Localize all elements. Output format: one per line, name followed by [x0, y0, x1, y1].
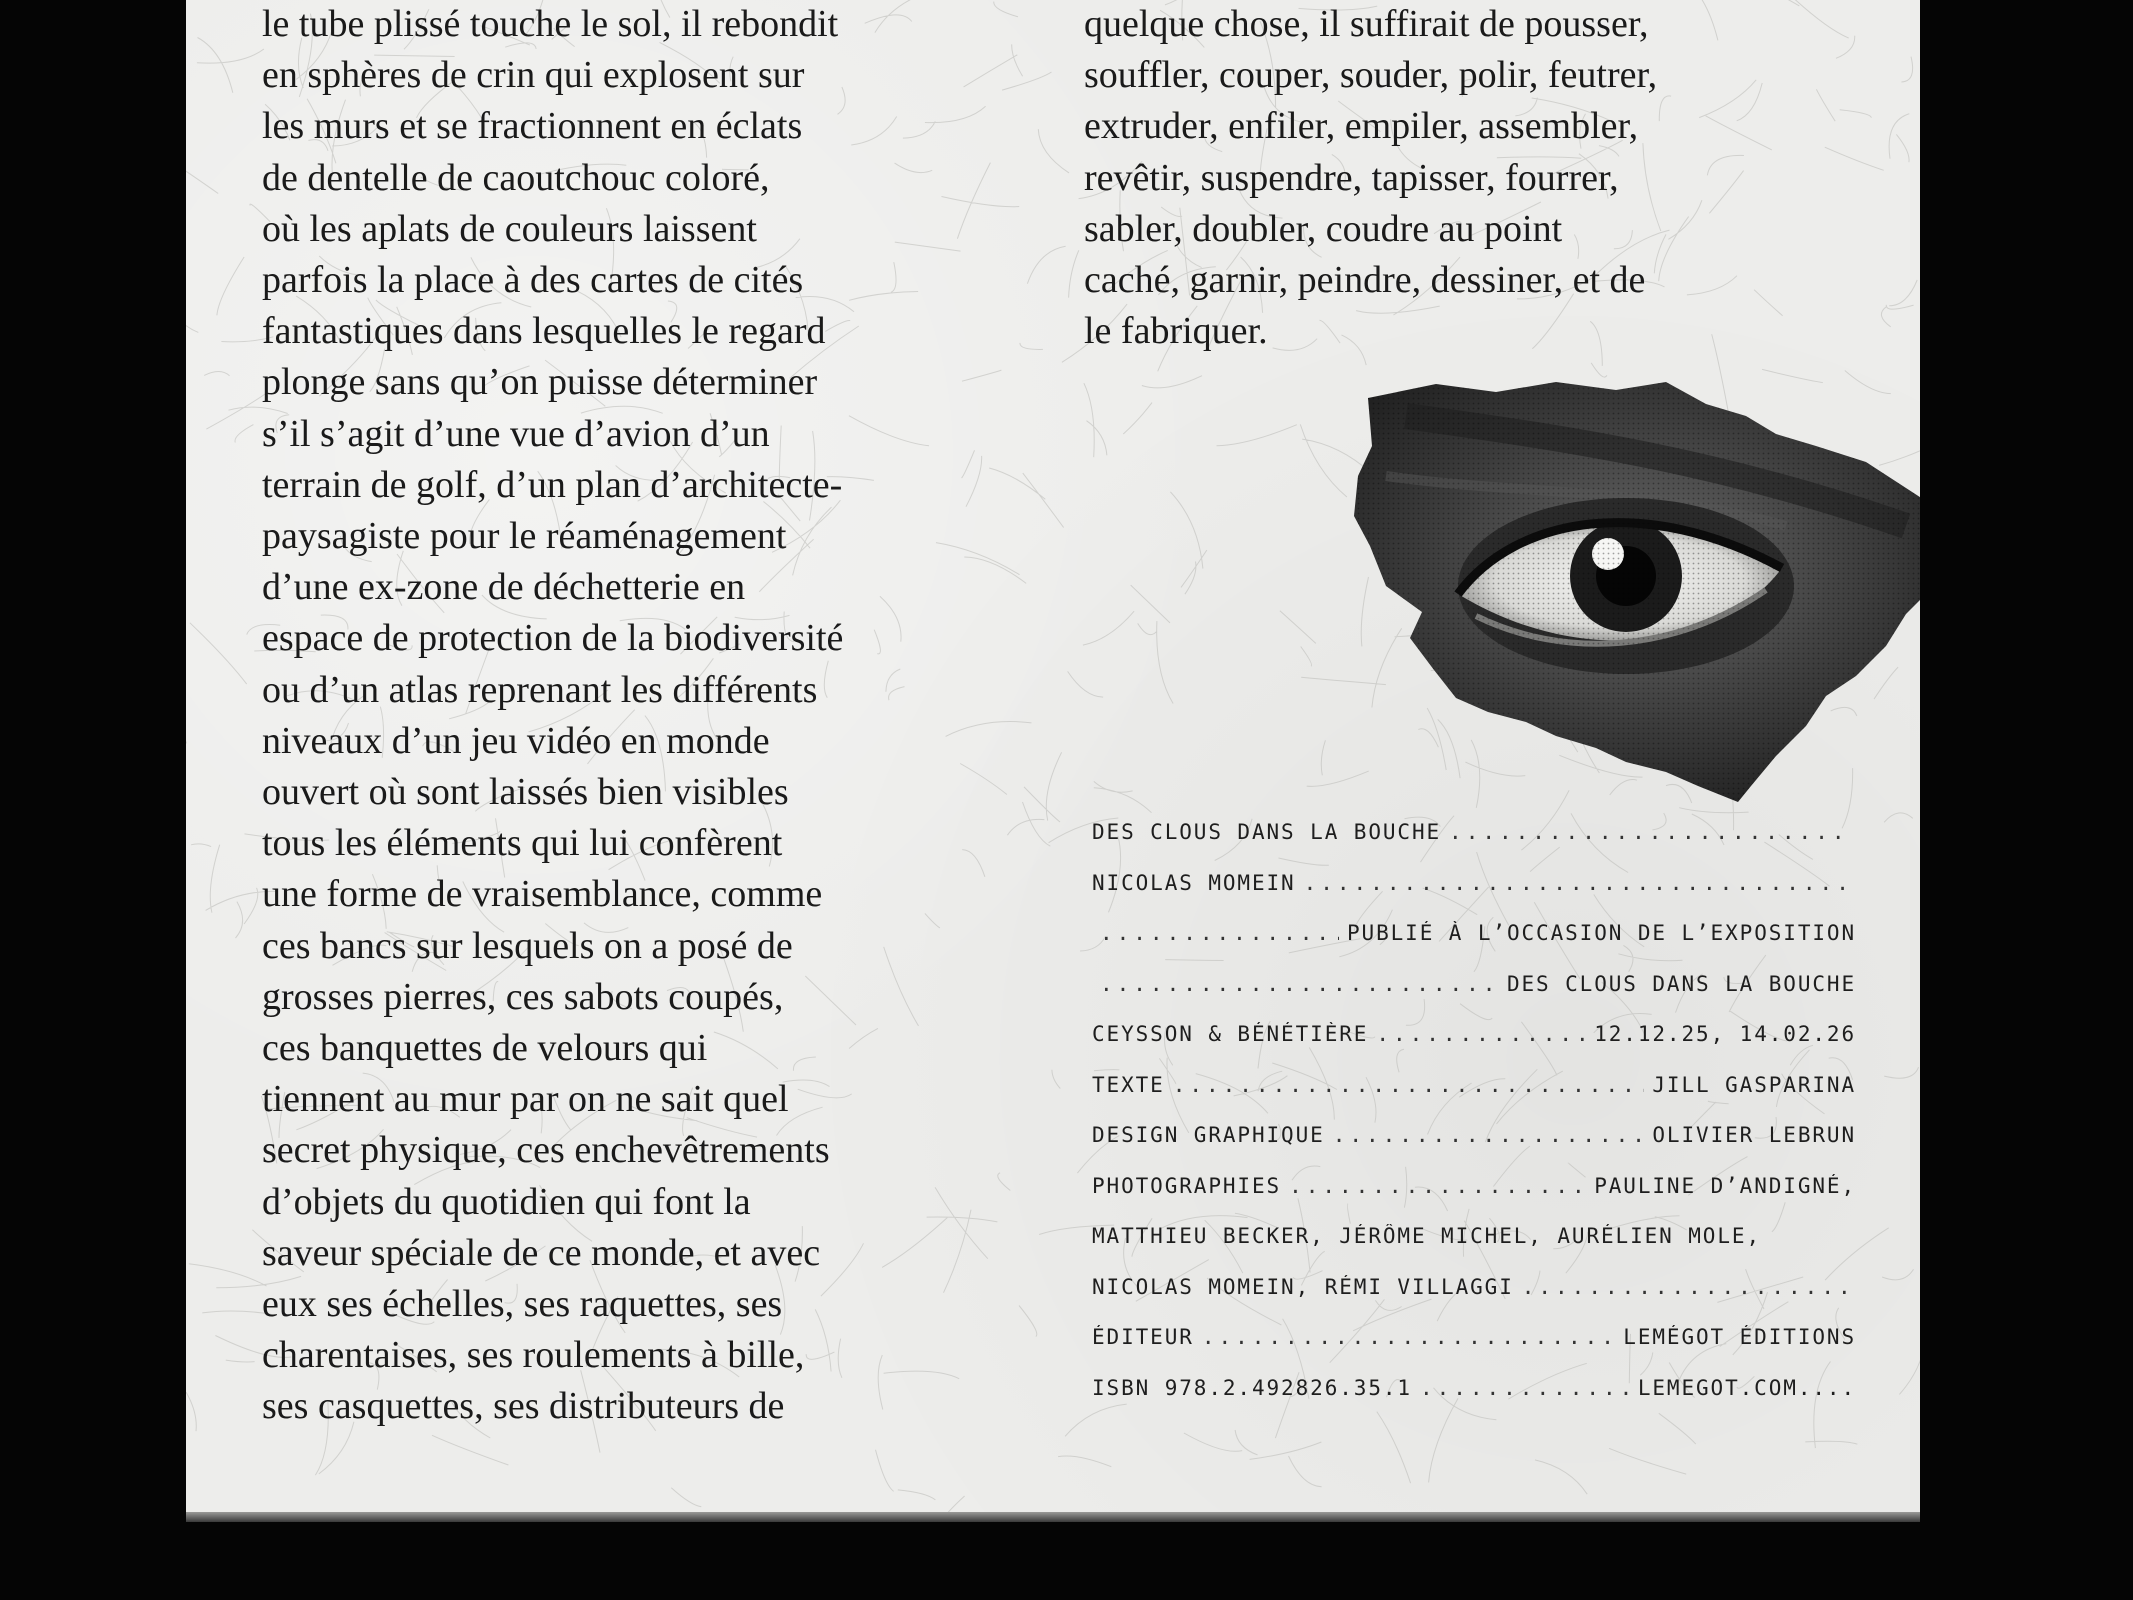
credit-label: DES CLOUS DANS LA BOUCHE — [1092, 820, 1442, 844]
left-column-line: s’il s’agit d’une vue d’avion d’un — [262, 412, 770, 455]
left-column-line: d’objets du quotidien qui font la — [262, 1180, 751, 1223]
right-column-line: le fabriquer. — [1084, 310, 1268, 353]
left-column-line: ces bancs sur lesquels on a posé de — [262, 924, 793, 967]
dot-leader — [1522, 1275, 1848, 1299]
left-column-line: tiennent au mur par on ne sait quel — [262, 1078, 789, 1121]
left-column-text — [262, 0, 843, 1433]
credit-label: TEXTE — [1092, 1072, 1165, 1097]
dot-leader — [1449, 820, 1848, 844]
credit-value: LEMEGOT.COM — [1637, 1375, 1798, 1400]
page-bottom-edge — [186, 1512, 1920, 1522]
credit-value: LEMÉGOT ÉDITIONS — [1623, 1325, 1856, 1349]
left-column-line: terrain de golf, d’un plan d’architecte- — [262, 463, 843, 506]
left-column-line: grosses pierres, ces sabots coupés, — [262, 975, 784, 1018]
credit-line — [1092, 1376, 1856, 1427]
credit-label: CEYSSON & BÉNÉTIÈRE — [1092, 1022, 1369, 1046]
credit-value: DES CLOUS DANS LA BOUCHE — [1506, 971, 1856, 996]
credit-line — [1092, 972, 1856, 1023]
right-column-line: extruder, enfiler, empiler, assembler, — [1084, 105, 1639, 148]
left-column-line: d’une ex-zone de déchetterie en — [262, 566, 746, 609]
credit-label: MATTHIEU BECKER, JÉRÔME MICHEL, AURÉLIEN MOLE, — [1092, 1224, 1761, 1248]
dot-leader — [1304, 871, 1848, 895]
eye-photo-fragment — [1346, 376, 1920, 806]
dot-leader: .... — [1797, 1375, 1856, 1400]
credit-label: ISBN 978.2.492826.35.1 — [1092, 1375, 1412, 1400]
credit-line — [1092, 1174, 1856, 1225]
credit-value: PUBLIÉ À L’OCCASION DE L’EXPOSITION — [1346, 921, 1856, 945]
credit-value: PAULINE D’ANDIGNÉ, — [1594, 1173, 1856, 1198]
dot-leader — [1202, 1325, 1615, 1349]
credit-label: NICOLAS MOMEIN, RÉMI VILLAGGI — [1092, 1274, 1514, 1299]
right-column-line: quelque chose, il suffirait de pousser, — [1084, 3, 1649, 45]
left-column-line: ouvert où sont laissés bien visibles — [262, 771, 789, 814]
credit-line — [1092, 1224, 1856, 1275]
credit-line — [1092, 1073, 1856, 1124]
left-column-line: une forme de vraisemblance, comme — [262, 873, 823, 916]
left-column-line: ses casquettes, ses distributeurs de — [262, 1385, 785, 1428]
credit-line — [1092, 1325, 1856, 1376]
dot-leader — [1289, 1174, 1586, 1198]
credit-value: 12.12.25, 14.02.26 — [1594, 1022, 1856, 1046]
left-column-line: charentaises, ses roulements à bille, — [262, 1334, 805, 1377]
left-column-line: espace de protection de la biodiversité — [262, 617, 844, 660]
credit-line — [1092, 1123, 1856, 1174]
left-column-line: saveur spéciale de ce monde, et avec — [262, 1231, 821, 1274]
left-column-line: de dentelle de caoutchouc coloré, — [262, 156, 770, 199]
right-column-line: sabler, doubler, coudre au point — [1084, 207, 1563, 250]
right-column-line: souffler, couper, souder, polir, feutrer, — [1084, 54, 1658, 97]
left-column-line: plonge sans qu’on puisse déterminer — [262, 361, 818, 404]
dot-leader — [1173, 1073, 1645, 1097]
right-column-text — [1084, 0, 1657, 357]
left-column-line: fantastiques dans lesquelles le regard — [262, 310, 826, 353]
dot-leader — [1333, 1123, 1645, 1147]
left-column-line: paysagiste pour le réaménagement — [262, 515, 787, 558]
colophon-credits — [1092, 820, 1856, 1426]
credit-label: DESIGN GRAPHIQUE — [1092, 1123, 1325, 1147]
credit-line — [1092, 1275, 1856, 1326]
left-column-line: les murs et se fractionnent en éclats — [262, 105, 803, 148]
credit-label: PHOTOGRAPHIES — [1092, 1173, 1282, 1198]
credit-value: JILL GASPARINA — [1652, 1072, 1856, 1097]
dot-leader — [1420, 1376, 1630, 1400]
credit-value: OLIVIER LEBRUN — [1652, 1123, 1856, 1147]
right-column-line: caché, garnir, peindre, dessiner, et de — [1084, 259, 1646, 302]
left-column-line: eux ses échelles, ses raquettes, ses — [262, 1283, 783, 1326]
left-column-line: ces banquettes de velours qui — [262, 1027, 708, 1070]
left-column-line: niveaux d’un jeu vidéo en monde — [262, 719, 770, 762]
left-column-line: secret physique, ces enchevêtrements — [262, 1129, 830, 1172]
credit-label: ÉDITEUR — [1092, 1325, 1194, 1349]
right-column-line: revêtir, suspendre, tapisser, fourrer, — [1084, 156, 1619, 199]
left-column-line: parfois la place à des cartes de cités — [262, 259, 804, 302]
left-column-line: en sphères de crin qui explosent sur — [262, 54, 805, 97]
credit-line — [1092, 871, 1856, 922]
left-column-line: le tube plissé touche le sol, il rebondit — [262, 3, 839, 45]
left-column-line: ou d’un atlas reprenant les différents — [262, 668, 818, 711]
credit-line — [1092, 921, 1856, 972]
credit-line — [1092, 1022, 1856, 1073]
dot-leader — [1376, 1022, 1586, 1046]
credit-label: NICOLAS MOMEIN — [1092, 870, 1296, 895]
left-column-line: où les aplats de couleurs laissent — [262, 207, 757, 250]
left-column-line: tous les éléments qui lui confèrent — [262, 822, 783, 865]
dot-leader — [1100, 972, 1499, 996]
book-page — [186, 0, 1920, 1512]
credit-line — [1092, 820, 1856, 871]
dot-leader — [1100, 921, 1339, 945]
